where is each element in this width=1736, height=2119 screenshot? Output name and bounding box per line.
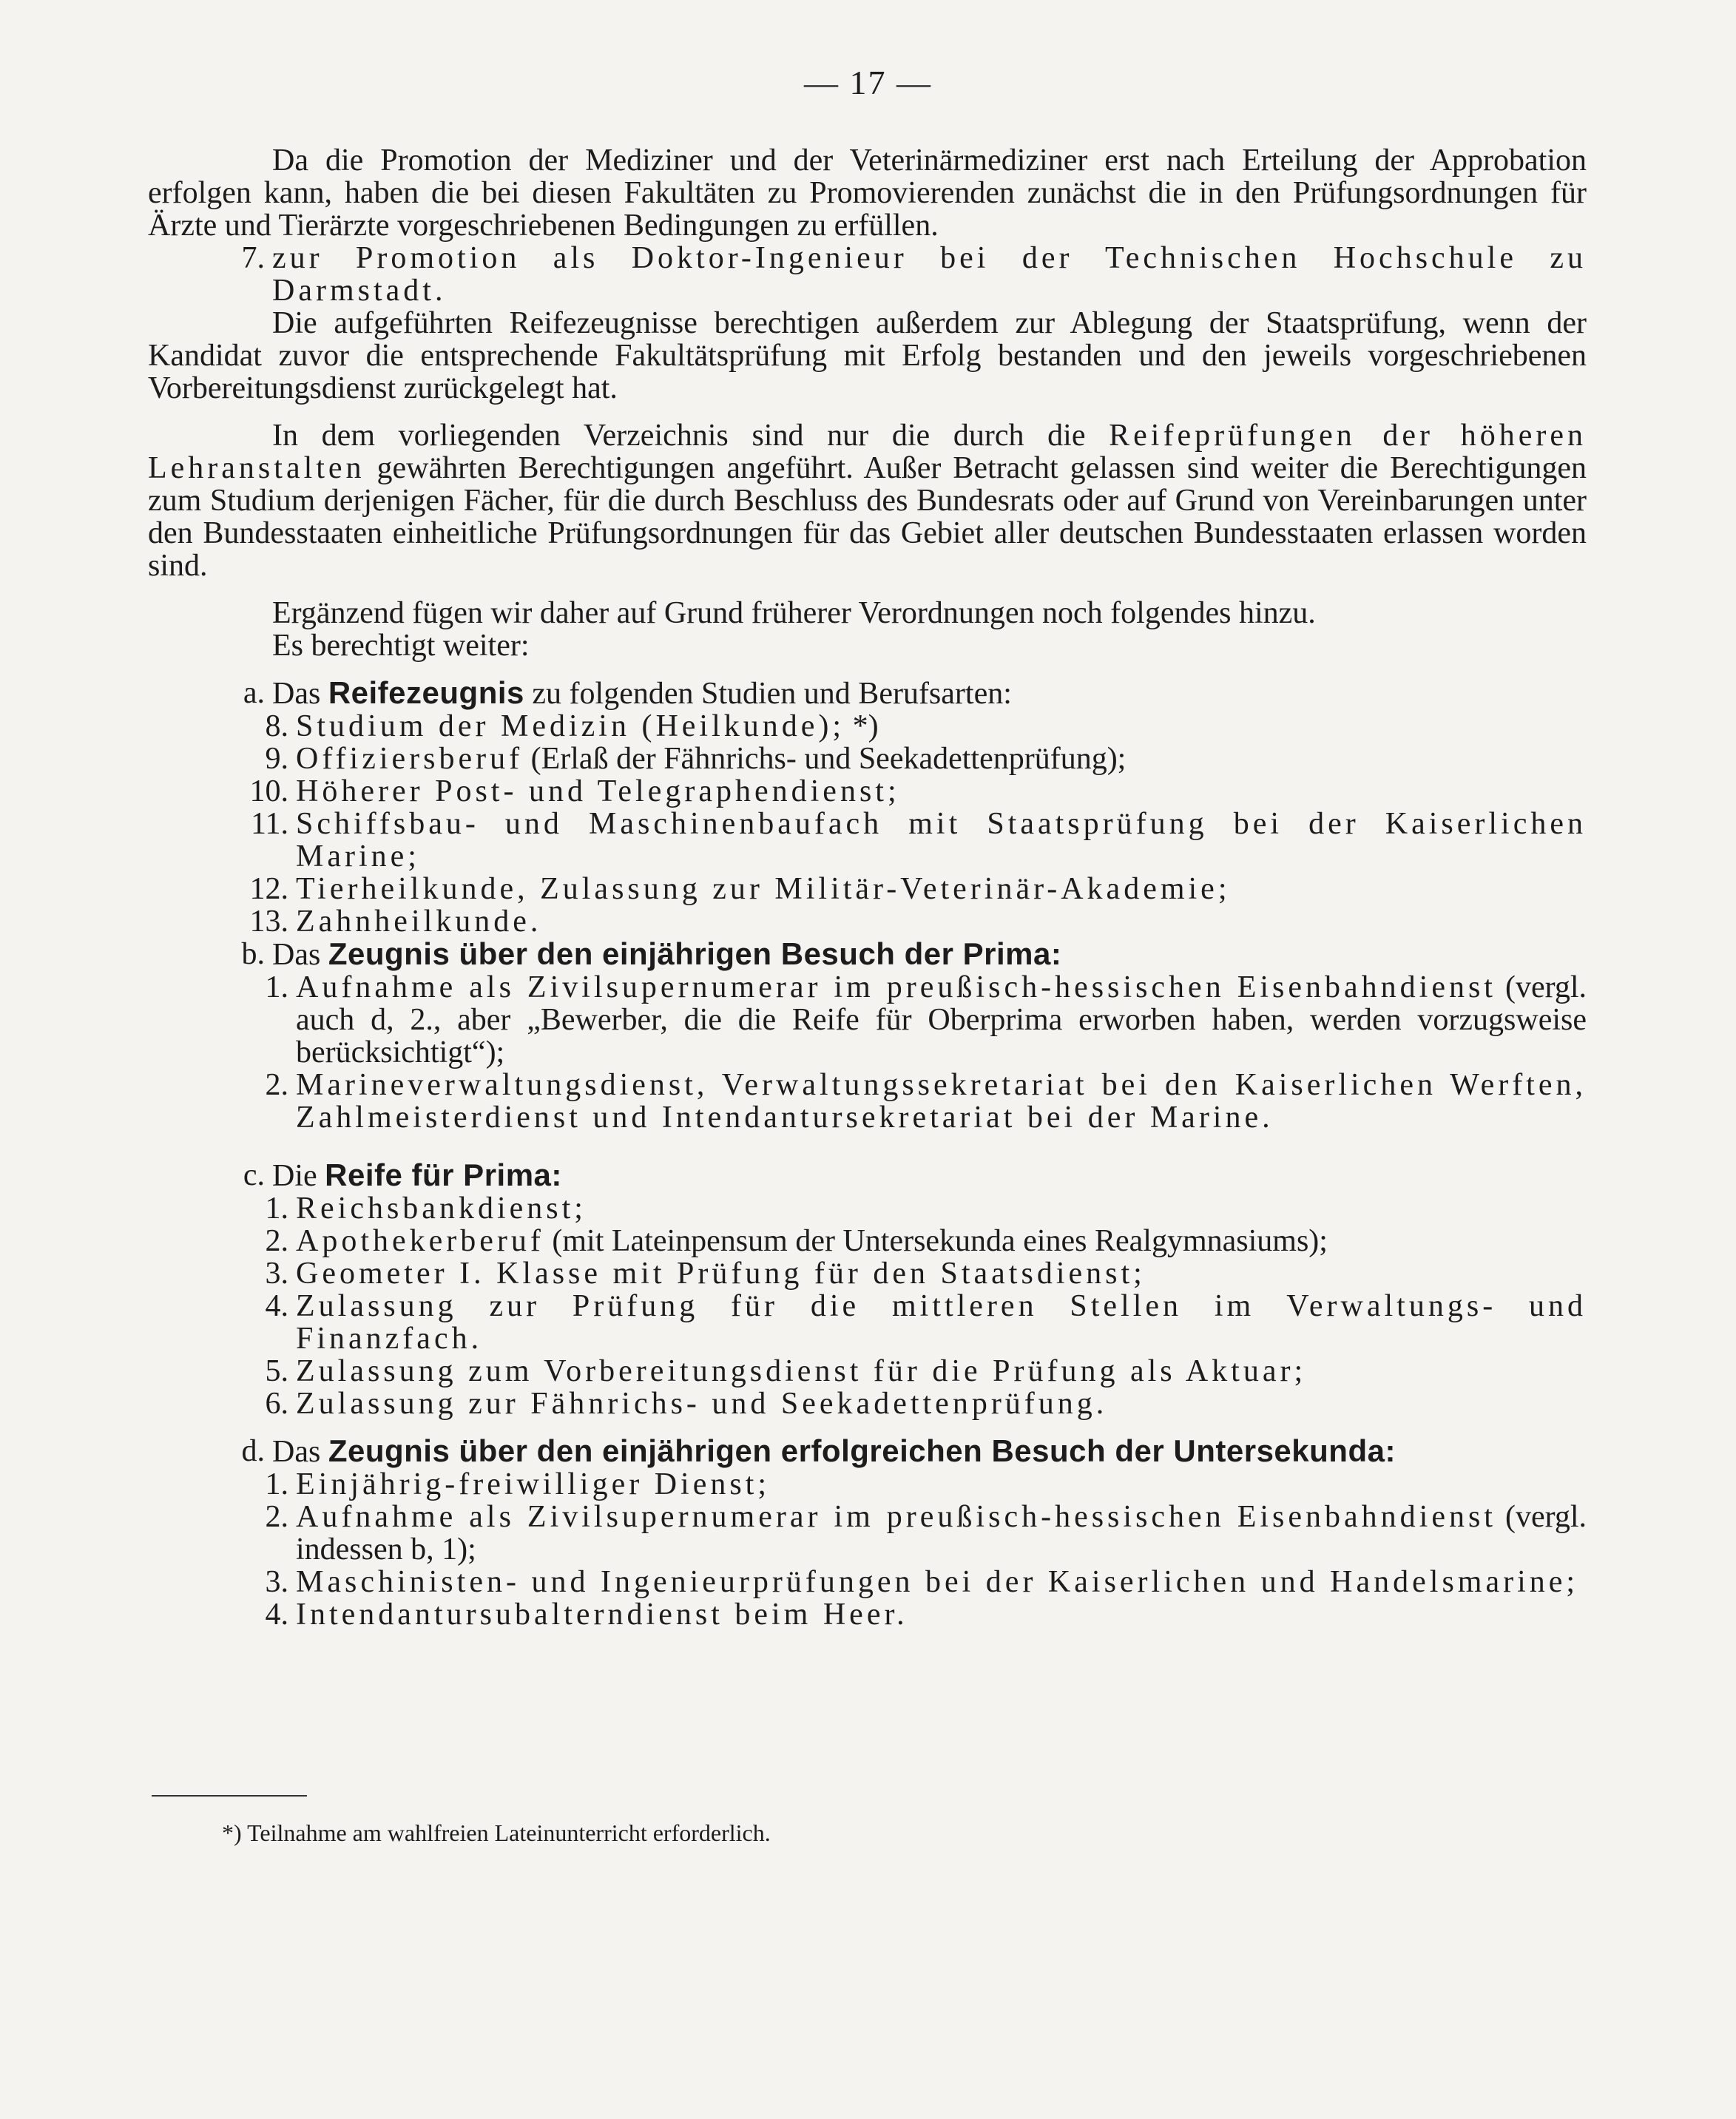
list-item	[148, 1192, 1587, 1225]
list-item-number: 8.	[265, 709, 288, 743]
list-item	[148, 743, 1587, 775]
section-b	[148, 938, 1587, 1134]
list-item	[148, 1501, 1587, 1566]
list-item-number: 11.	[251, 807, 288, 841]
list-item-text	[296, 710, 1587, 743]
list-item-text	[296, 775, 1587, 808]
section-d-items	[148, 1468, 1587, 1631]
list-item	[148, 1069, 1587, 1134]
paragraph-1: Die aufgeführten Reifezeugnisse berechtigen außerdem zur Ablegung der Staatsprüfung, wenn der Kandidat zuvor die entsprechende Fakultätsprüfung mit Erfolg bestanden und den jeweils vorgeschriebenen Vorbereitungsdienst zurückgelegt hat.	[148, 306, 1587, 405]
list-item-text	[296, 1566, 1587, 1598]
list-item	[148, 1468, 1587, 1501]
list-item-spaced: Geometer I. Klasse mit Prüfung für den Staatsdienst;	[296, 1257, 1146, 1291]
section-b-bold: Zeugnis über den einjährigen Besuch der Prima:	[328, 936, 1062, 971]
item-7-label: 7.	[241, 241, 265, 275]
section-a-bold: Reifezeugnis	[328, 675, 524, 710]
section-c-bold: Reife für Prima:	[325, 1157, 562, 1192]
list-item-text	[296, 1355, 1587, 1388]
section-b-heading	[148, 938, 1587, 971]
intro-paragraph: Da die Promotion der Mediziner und der Veterinärmediziner erst nach Erteilung der Approbation erfolgen kann, haben die bei diesen Fakultäten zu Promovierenden zunächst die in den Prüfungsordnungen für Ärzte und Tierärzte vorgeschriebenen Bedingungen zu erfüllen.	[148, 143, 1587, 243]
list-item-number: 1.	[265, 1467, 288, 1501]
list-item-spaced: Studium der Medizin (Heilkunde);	[296, 709, 845, 743]
section-d-label: d.	[241, 1434, 265, 1468]
section-d-pre: Das	[272, 1435, 328, 1469]
list-item-spaced: Marineverwaltungsdienst, Verwaltungssekretariat bei den Kaiserlichen Werften, Zahlmeisterdienst und Intendantursekretariat bei der Marine.	[296, 1068, 1587, 1135]
list-item-spaced: Intendantursubalterndienst beim Heer.	[296, 1598, 908, 1632]
list-item-number: 5.	[265, 1354, 288, 1388]
paragraph-4: Es berechtigt weiter:	[272, 629, 530, 663]
list-item-text	[296, 905, 1587, 938]
item-7	[148, 242, 1587, 307]
section-c-heading	[148, 1159, 1587, 1192]
list-item-number: 1.	[265, 1192, 288, 1226]
list-item	[148, 1225, 1587, 1257]
footnote: *) Teilnahme am wahlfreien Lateinunterricht erforderlich.	[222, 1819, 771, 1846]
section-d	[148, 1435, 1587, 1631]
section-b-pre: Das	[272, 938, 328, 972]
section-a	[148, 677, 1587, 938]
list-item-spaced: Apothekerberuf	[296, 1224, 544, 1258]
list-item-text	[296, 1598, 1587, 1631]
list-item-number: 3.	[265, 1257, 288, 1291]
section-b-items	[148, 971, 1587, 1134]
list-item-spaced: Reichsbankdienst;	[296, 1192, 587, 1226]
list-item	[148, 1257, 1587, 1290]
section-c	[148, 1159, 1587, 1420]
paragraph-2-emphasis: Reifeprüfungen der höheren Lehranstalten	[148, 419, 1587, 485]
section-a-post: zu folgenden Studien und Berufsarten:	[524, 677, 1012, 711]
list-item-text	[296, 1257, 1587, 1290]
list-item-spaced: Maschinisten- und Ingenieurprüfungen bei der Kaiserlichen und Handelsmarine;	[296, 1565, 1579, 1599]
page-body	[148, 144, 1587, 1631]
list-item	[148, 1598, 1587, 1631]
list-item-spaced: Tierheilkunde, Zulassung zur Militär-Veterinär-Akademie;	[296, 872, 1231, 906]
list-item-spaced: Schiffsbau- und Maschinenbaufach mit Staatsprüfung bei der Kaiserlichen Marine;	[296, 807, 1587, 873]
list-item-plain: (vergl. indessen b, 1);	[296, 1500, 1587, 1567]
list-item-text	[296, 1468, 1587, 1501]
list-item-number: 3.	[265, 1565, 288, 1599]
list-item	[148, 710, 1587, 743]
list-item-text	[296, 743, 1587, 775]
list-item-text	[296, 1501, 1587, 1566]
list-item-spaced: Offiziersberuf	[296, 742, 524, 776]
paragraph-2-end: gewährten Berechtigungen angeführt. Außer Betracht gelassen sind weiter die Berechtigungen zum Studium derjenigen Fächer, für die durch Beschluss des Bundesrats oder auf Grund von Vereinbarungen unter den Bundesstaaten einheitliche Prüfungsordnungen für das Gebiet aller deutschen Bundesstaaten erlassen worden sind.	[148, 451, 1587, 583]
list-item	[148, 971, 1587, 1069]
list-item	[148, 1290, 1587, 1355]
list-item-text	[296, 1388, 1587, 1420]
list-item-text	[296, 808, 1587, 873]
list-item-number: 6.	[265, 1387, 288, 1421]
list-item-text	[296, 971, 1587, 1069]
list-item-number: 2.	[265, 1224, 288, 1258]
list-item-number: 4.	[265, 1289, 288, 1323]
list-item-spaced: Aufnahme als Zivilsupernumerar im preußisch-hessischen Eisenbahndienst	[296, 1500, 1496, 1534]
list-item-spaced: Zulassung zur Prüfung für die mittleren Stellen im Verwaltungs- und Finanzfach.	[296, 1289, 1587, 1356]
list-item-number: 2.	[265, 1500, 288, 1534]
section-a-label: a.	[243, 676, 265, 710]
page-number: — 17 —	[804, 64, 932, 101]
section-b-label: b.	[241, 937, 265, 971]
paragraph-3: Ergänzend fügen wir daher auf Grund früherer Verordnungen noch folgendes hinzu.	[272, 596, 1316, 630]
section-c-items	[148, 1192, 1587, 1420]
section-a-pre: Das	[272, 677, 328, 711]
list-item	[148, 808, 1587, 873]
list-item-text	[296, 1225, 1587, 1257]
list-item-spaced: Aufnahme als Zivilsupernumerar im preußisch-hessischen Eisenbahndienst	[296, 970, 1496, 1004]
section-a-items	[148, 710, 1587, 938]
list-item-number: 9.	[265, 742, 288, 776]
list-item-plain: (mit Lateinpensum der Untersekunda eines Realgymnasiums);	[544, 1224, 1328, 1258]
list-item-text	[296, 1290, 1587, 1355]
list-item	[148, 775, 1587, 808]
list-item	[148, 873, 1587, 905]
section-d-bold: Zeugnis über den einjährigen erfolgreichen Besuch der Untersekunda:	[328, 1433, 1396, 1468]
list-item-number: 12.	[249, 872, 288, 906]
list-item-spaced: Zulassung zur Fähnrichs- und Seekadettenprüfung.	[296, 1387, 1108, 1421]
list-item-number: 4.	[265, 1598, 288, 1632]
list-item-plain: *)	[845, 709, 879, 743]
list-item-plain: (Erlaß der Fähnrichs- und Seekadettenprüfung);	[523, 742, 1127, 776]
section-a-heading	[148, 677, 1587, 710]
section-c-pre: Die	[272, 1159, 325, 1193]
list-item	[148, 1388, 1587, 1420]
list-item	[148, 1566, 1587, 1598]
list-item-plain: (vergl. auch d, 2., aber „Bewerber, die die Reife für Oberprima erworben haben, werden vorzugsweise berücksichtigt“);	[296, 970, 1587, 1069]
paragraph-2-start: In dem vorliegenden Verzeichnis sind nur die durch die	[272, 419, 1110, 453]
footnote-rule	[152, 1795, 307, 1797]
list-item-text	[296, 1192, 1587, 1225]
list-item-spaced: Höherer Post- und Telegraphendienst;	[296, 774, 900, 808]
list-item-text	[296, 1069, 1587, 1134]
list-item-number: 1.	[265, 970, 288, 1004]
list-item-number: 13.	[249, 905, 288, 939]
paragraph-2	[148, 419, 1587, 582]
list-item-number: 10.	[249, 774, 288, 808]
list-item	[148, 905, 1587, 938]
list-item-number: 2.	[265, 1068, 288, 1102]
list-item-spaced: Einjährig-freiwilliger Dienst;	[296, 1467, 771, 1501]
section-d-heading	[148, 1435, 1587, 1468]
item-7-text: zur Promotion als Doktor-Ingenieur bei der Technischen Hochschule zu Darmstadt.	[272, 241, 1587, 308]
list-item	[148, 1355, 1587, 1388]
list-item-text	[296, 873, 1587, 905]
list-item-spaced: Zahnheilkunde.	[296, 905, 542, 939]
section-c-label: c.	[243, 1158, 265, 1192]
list-item-spaced: Zulassung zum Vorbereitungsdienst für die Prüfung als Aktuar;	[296, 1354, 1307, 1388]
